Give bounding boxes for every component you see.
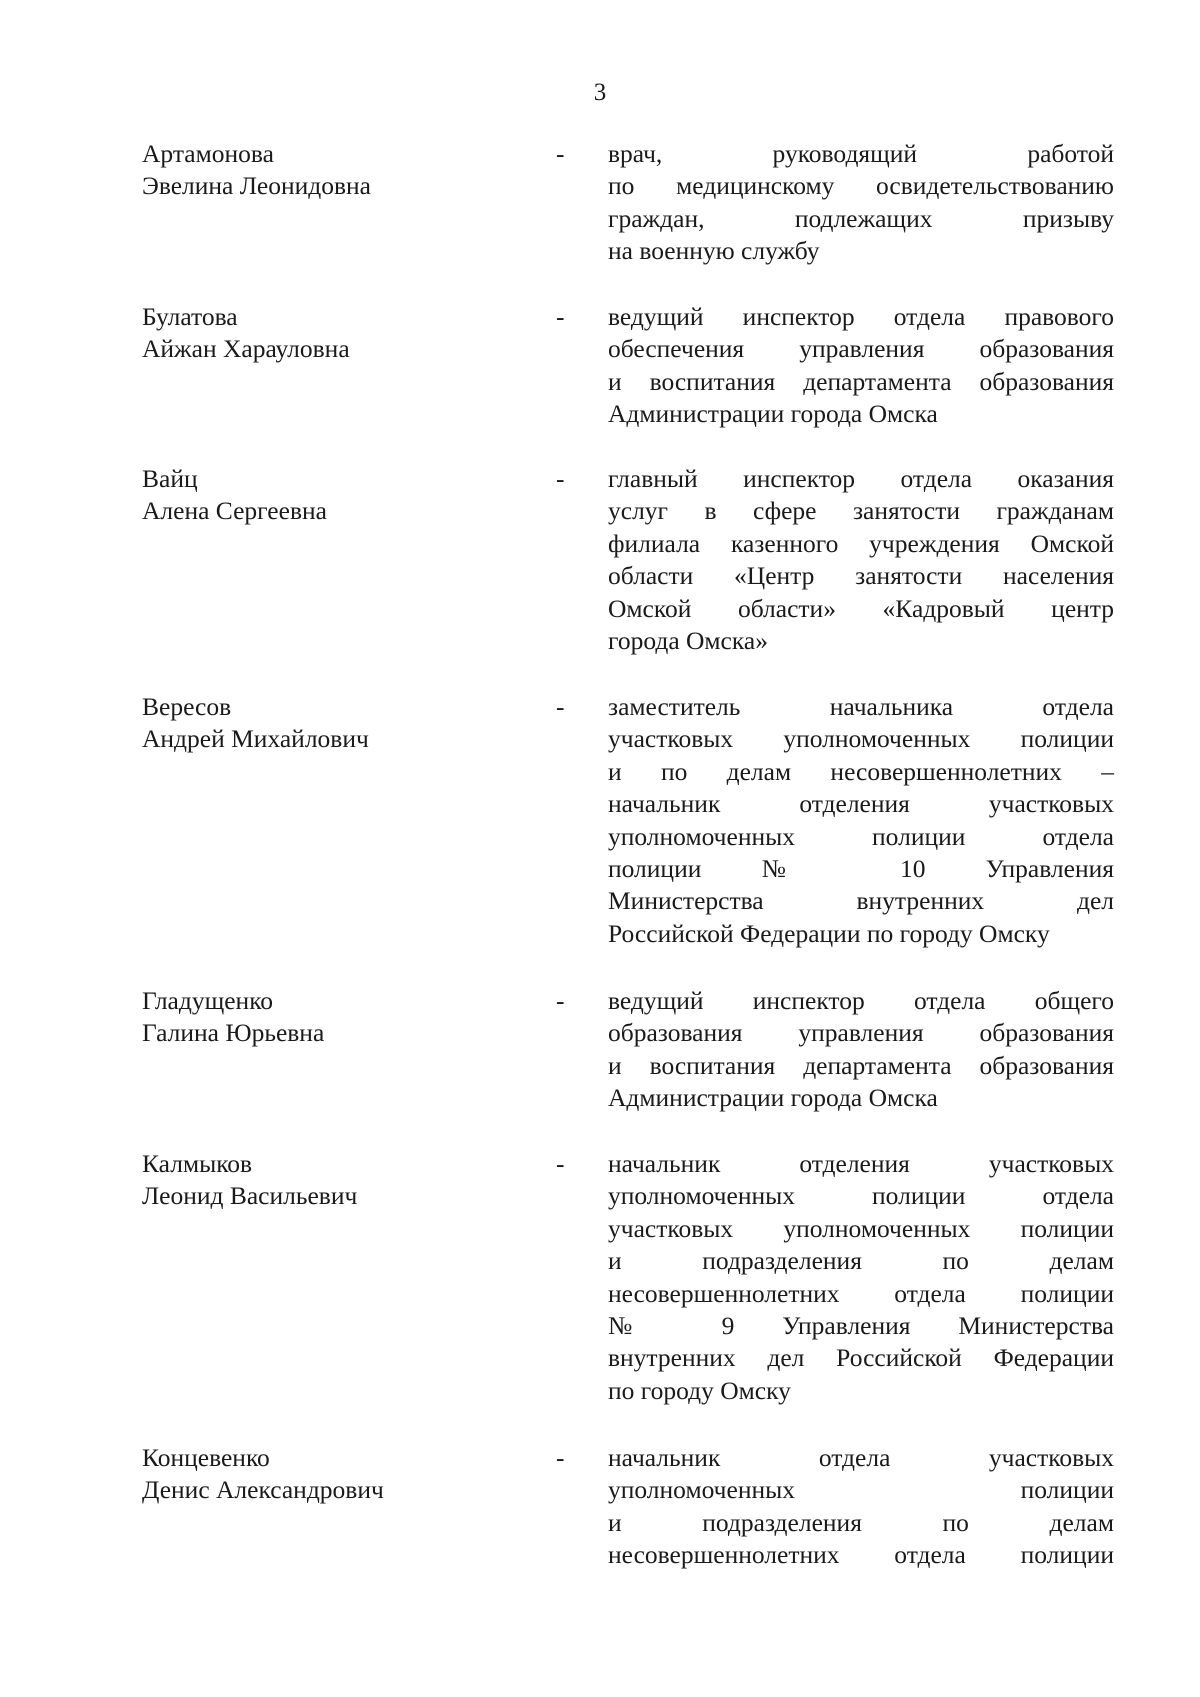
position-line: услуг в сфере занятости гражданам (608, 496, 1114, 526)
position-line: ведущий инспектор отдела общего (608, 986, 1114, 1015)
position-line: несовершеннолетних отдела полиции (608, 1278, 1114, 1308)
member-name (142, 138, 522, 203)
member-name (142, 301, 522, 366)
member-surname: Артамонова (142, 139, 274, 168)
position-line: начальник отдела участковых (608, 1443, 1114, 1472)
page-number: 3 (593, 79, 607, 106)
member-surname: Калмыков (142, 1149, 253, 1178)
member-name (142, 691, 522, 756)
position-line: по городу Омску (608, 1375, 791, 1405)
position-line: ведущий инспектор отдела правового (608, 302, 1114, 331)
position-line: и по делам несовершеннолетних – (608, 756, 1114, 786)
member-surname: Булатова (142, 302, 238, 331)
member-name (142, 985, 522, 1050)
member-surname: Вайц (142, 464, 198, 493)
position-line: области «Центр занятости населения (608, 561, 1114, 591)
position-line: внутренних дел Российской Федерации (608, 1343, 1114, 1373)
member-position (608, 301, 1114, 431)
position-line: по медицинскому освидетельствованию (608, 171, 1114, 201)
separator-dash: - (556, 692, 565, 721)
position-line: на военную службу (608, 236, 820, 266)
position-line: врач, руководящий работой (608, 139, 1114, 168)
position-line: уполномоченных полиции (608, 1475, 1114, 1505)
member-name (142, 463, 522, 528)
separator-dash: - (556, 986, 565, 1015)
member-given-names: Алена Сергеевна (142, 496, 327, 526)
separator-dash: - (556, 139, 565, 168)
separator-dash: - (556, 1443, 565, 1472)
separator-dash: - (556, 1149, 565, 1178)
position-line: Администрации города Омска (608, 399, 938, 429)
position-line: несовершеннолетних отдела полиции (608, 1540, 1114, 1570)
separator-dash: - (556, 302, 565, 331)
position-line: участковых уполномоченных полиции (608, 1213, 1114, 1243)
position-line: уполномоченных полиции отдела (608, 1181, 1114, 1211)
position-line: граждан, подлежащих призыву (608, 203, 1114, 233)
position-line: главный инспектор отдела оказания (608, 464, 1114, 493)
member-position (608, 691, 1114, 950)
position-line: и подразделения по делам (608, 1246, 1114, 1276)
position-line: начальник отделения участковых (608, 1149, 1114, 1178)
position-line: Администрации города Омска (608, 1083, 938, 1113)
member-given-names: Леонид Васильевич (142, 1181, 358, 1211)
member-given-names: Денис Александрович (142, 1475, 384, 1505)
member-position (608, 138, 1114, 268)
member-position (608, 985, 1114, 1115)
member-given-names: Эвелина Леонидовна (142, 171, 371, 201)
member-name (142, 1442, 522, 1507)
position-line: заместитель начальника отдела (608, 692, 1114, 721)
separator-dash: - (556, 464, 565, 493)
position-line: города Омска» (608, 626, 768, 656)
position-line: участковых уполномоченных полиции (608, 724, 1114, 754)
position-line: и воспитания департамента образования (608, 1050, 1114, 1080)
member-name (142, 1148, 522, 1213)
position-line: уполномоченных полиции отдела (608, 821, 1114, 851)
member-position (608, 1442, 1114, 1572)
member-surname: Гладущенко (142, 986, 274, 1015)
member-given-names: Андрей Михайлович (142, 724, 369, 754)
position-line: Российской Федерации по городу Омску (608, 918, 1050, 948)
position-line: Омской области» «Кадровый центр (608, 593, 1114, 623)
position-line: и подразделения по делам (608, 1507, 1114, 1537)
member-given-names: Айжан Харауловна (142, 334, 350, 364)
position-line: Министерства внутренних дел (608, 886, 1114, 916)
position-line: образования управления образования (608, 1018, 1114, 1048)
member-surname: Концевенко (142, 1443, 270, 1472)
position-line: начальник отделения участковых (608, 789, 1114, 819)
member-position (608, 1148, 1114, 1407)
member-position (608, 463, 1114, 657)
position-line: № 9 Управления Министерства (608, 1311, 1114, 1341)
member-surname: Вересов (142, 692, 232, 721)
position-line: обеспечения управления образования (608, 334, 1114, 364)
position-line: и воспитания департамента образования (608, 366, 1114, 396)
position-line: филиала казенного учреждения Омской (608, 528, 1114, 558)
position-line: полиции № 10 Управления (608, 854, 1114, 884)
member-given-names: Галина Юрьевна (142, 1018, 325, 1048)
